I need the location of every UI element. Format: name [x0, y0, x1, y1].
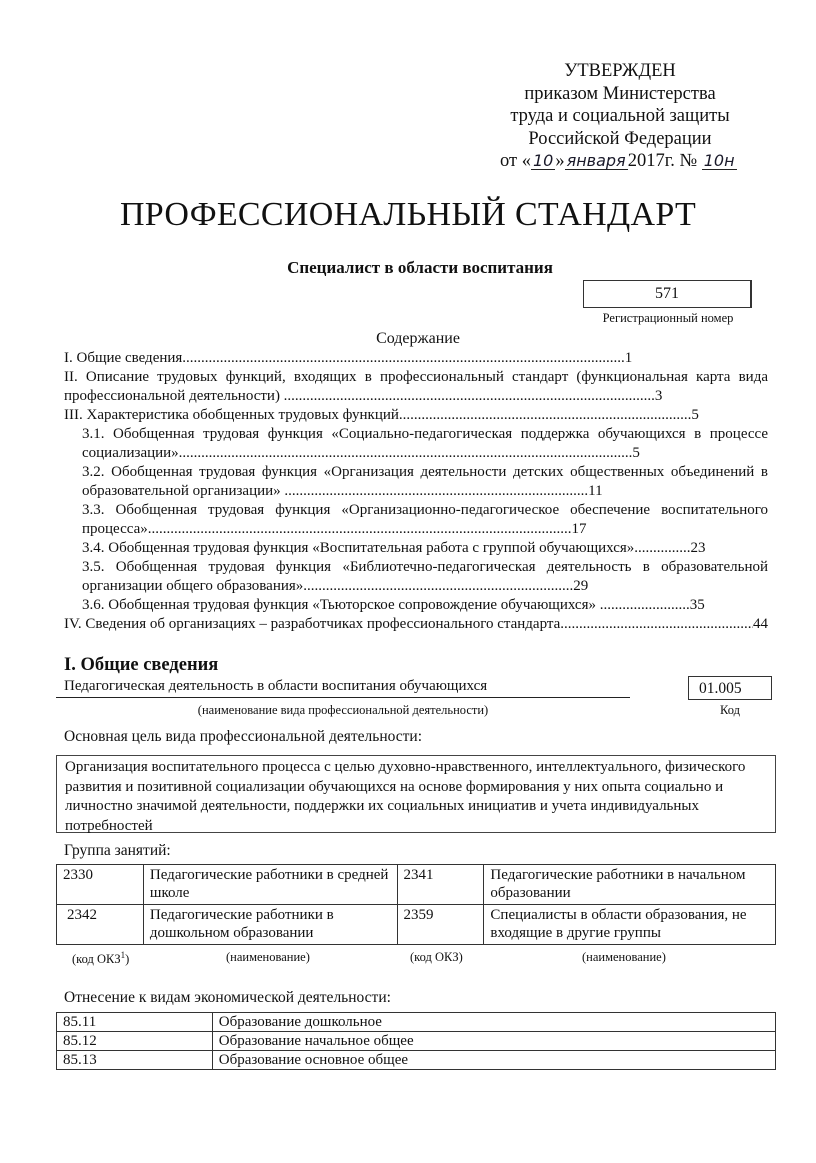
toc-item-3-3: 3.3. Обобщенная трудовая функция «Организационно-педагогическое обеспечение воспитательного процесса».................................................................................................................17 — [82, 502, 768, 537]
okz-code: 2341 — [397, 865, 484, 905]
table-row — [57, 1051, 776, 1070]
table-row — [57, 1013, 776, 1032]
date-year-suffix: г. № — [664, 151, 698, 171]
toc-item-general: I. Общие сведения......................................................................................................................1 — [64, 350, 633, 366]
okz-name: Специалисты в области образования, не входящие в другие группы — [484, 905, 776, 945]
caption-name-2: (наименование) — [582, 950, 666, 964]
document-title: ПРОФЕССИОНАЛЬНЫЙ СТАНДАРТ — [119, 196, 697, 233]
okved-code: 85.11 — [57, 1013, 213, 1032]
toc-item-3-6: 3.6. Обобщенная трудовая функция «Тьюторское сопровождение обучающихся» ........................35 — [82, 597, 705, 613]
handwritten-month: января — [566, 151, 626, 170]
table-of-contents — [64, 349, 768, 634]
goal-label: Основная цель вида профессиональной деятельности: — [64, 728, 422, 745]
toc-item-3-1: 3.1. Обобщенная трудовая функция «Социально-педагогическая поддержка обучающихся в процессе социализации».........................................................................................................................5 — [82, 426, 768, 461]
okz-name: Педагогические работники в дошкольном образовании — [143, 905, 397, 945]
toc-item-3-5: 3.5. Обобщенная трудовая функция «Библиотечно-педагогическая деятельность в образовательной организации общего образования»........................................................................29 — [82, 559, 768, 594]
toc-item-developers — [64, 615, 768, 634]
toc-item-developers-page: 44 — [753, 616, 768, 632]
okz-code: 2330 — [57, 865, 144, 905]
okved-name: Образование дошкольное — [212, 1013, 775, 1032]
activity-underline — [56, 697, 630, 698]
okved-name: Образование начальное общее — [212, 1032, 775, 1051]
approval-order-line: приказом Министерства — [524, 83, 716, 104]
toc-item-developers-text: IV. Сведения об организациях – разработчиках профессионального стандарта — [64, 616, 561, 632]
okved-code: 85.13 — [57, 1051, 213, 1070]
standard-name: Специалист в области воспитания — [287, 258, 553, 277]
toc-item-functions: II. Описание трудовых функций, входящих в профессиональный стандарт (функциональная карта вида профессиональной деятельности) ...................................................................................................3 — [64, 369, 768, 404]
okz-name: Педагогические работники в начальном образовании — [484, 865, 776, 905]
toc-item-3-2: 3.2. Обобщенная трудовая функция «Организация деятельности детских общественных объединений в образовательной организации» .................................................................................11 — [82, 464, 768, 499]
date-prefix: от « — [500, 151, 531, 171]
okved-code: 85.12 — [57, 1032, 213, 1051]
table-row — [57, 865, 776, 905]
caption-name-1: (наименование) — [226, 950, 310, 964]
toc-title: Содержание — [376, 330, 460, 347]
econ-label: Отнесение к видам экономической деятельности: — [64, 989, 391, 1006]
approval-ministry-line: труда и социальной защиты — [510, 106, 730, 126]
registration-number-box: 571 — [583, 280, 752, 308]
approval-block — [500, 60, 740, 173]
handwritten-day: 10 — [532, 151, 554, 170]
occupation-groups-table — [56, 864, 776, 945]
toc-item-characteristics: III. Характеристика обобщенных трудовых функций..............................................................................5 — [64, 407, 699, 423]
okz-code: 2342 — [57, 905, 144, 945]
table-row — [57, 905, 776, 945]
code-caption: Код — [720, 703, 740, 717]
activity-caption: (наименование вида профессиональной деятельности) — [197, 703, 489, 717]
okz-name: Педагогические работники в средней школе — [143, 865, 397, 905]
activity-code-box: 01.005 — [688, 676, 772, 700]
approval-status: УТВЕРЖДЕН — [564, 61, 676, 81]
group-label: Группа занятий: — [64, 842, 171, 859]
date-mid: » — [555, 151, 565, 171]
activity-name: Педагогическая деятельность в области воспитания обучающихся — [64, 678, 488, 694]
okz-code: 2359 — [397, 905, 484, 945]
toc-item-3-4: 3.4. Обобщенная трудовая функция «Воспитательная работа с группой обучающихся»...............23 — [82, 540, 706, 556]
approval-country-line: Российской Федерации — [528, 128, 712, 149]
okved-name: Образование основное общее — [212, 1051, 775, 1070]
section-heading: I. Общие сведения — [64, 655, 219, 675]
economic-activity-table — [56, 1012, 776, 1070]
table-row — [57, 1032, 776, 1051]
caption-okz-code-2: (код ОКЗ) — [410, 950, 463, 964]
registration-number-label: Регистрационный номер — [602, 311, 734, 325]
handwritten-order-number: 10н — [703, 151, 735, 170]
caption-okz-code-1: (код ОКЗ$^1$) — [72, 950, 130, 967]
goal-text-box: Организация воспитательного процесса с целью духовно-нравственного, интеллектуального, физического развития и позитивной социализации обучающихся на основе формирования у них опыта социально и личностно значимой деятельности, поддержки их социальных инициатив и учета индивидуальных потребностей — [56, 755, 776, 833]
approval-date-line — [500, 150, 740, 173]
date-year: 2017 — [627, 151, 665, 171]
